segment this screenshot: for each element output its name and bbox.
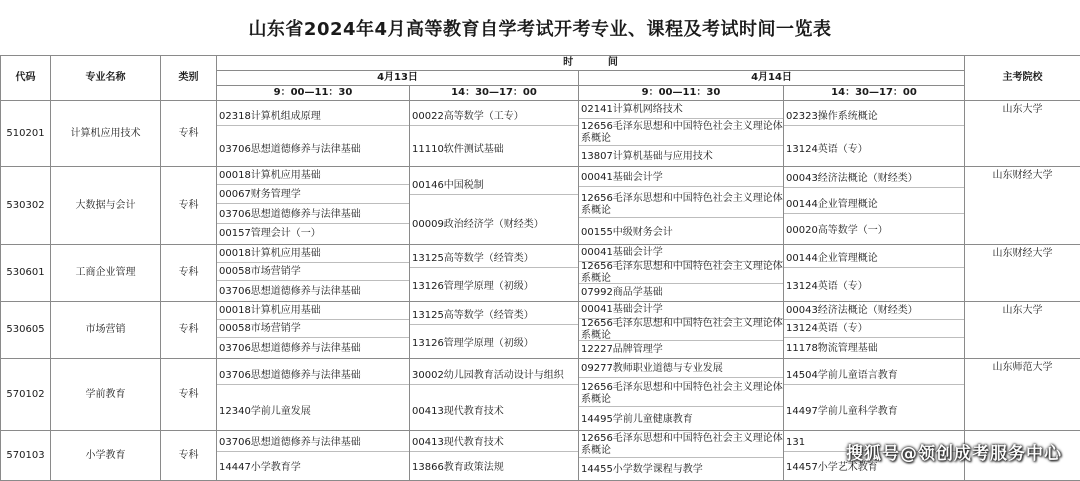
course-entry: 02318计算机组成原理 — [217, 109, 409, 126]
course-entry: 12656毛泽东思想和中国特色社会主义理论体系概论 — [579, 262, 783, 284]
major-category: 专科 — [161, 302, 217, 359]
course-entry: 13807计算机基础与应用技术 — [579, 148, 783, 165]
major-category: 专科 — [161, 101, 217, 167]
day2-am-courses — [579, 302, 784, 359]
major-category: 专科 — [161, 359, 217, 431]
day2-am-courses — [579, 245, 784, 302]
day1-pm-courses — [410, 101, 579, 167]
course-entry: 00041基础会计学 — [579, 302, 783, 319]
course-entry: 14455小学数学课程与教学 — [579, 461, 783, 478]
course-entry: 03706思想道德修养与法律基础 — [217, 283, 409, 300]
course-entry: 131 — [784, 435, 964, 452]
day2-am-courses — [579, 101, 784, 167]
day1-pm-courses — [410, 431, 579, 481]
course-entry: 14497学前儿童科学教育 — [784, 404, 964, 421]
page-title: 山东省2024年4月高等教育自学考试开考专业、课程及考试时间一览表 — [0, 0, 1080, 56]
main-school: 山东财经大学 — [965, 167, 1080, 245]
course-entry: 09277教师职业道德与专业发展 — [579, 361, 783, 378]
table-row — [1, 101, 1080, 167]
course-entry: 30002幼儿园教育活动设计与组织 — [410, 368, 578, 385]
day1-am-courses — [217, 359, 410, 431]
course-entry: 12656毛泽东思想和中国特色社会主义理论体系概论 — [579, 433, 783, 458]
day2-am-courses — [579, 167, 784, 245]
day1-am-courses — [217, 302, 410, 359]
course-entry: 00413现代教育技术 — [410, 404, 578, 421]
main-school: 山东财经大学 — [965, 245, 1080, 302]
day1-am-courses — [217, 245, 410, 302]
day2-pm-courses — [784, 302, 965, 359]
course-entry: 00413现代教育技术 — [410, 435, 578, 452]
major-code: 510201 — [1, 101, 51, 167]
course-entry: 12340学前儿童发展 — [217, 404, 409, 421]
course-entry: 00018计算机应用基础 — [217, 168, 409, 185]
course-entry: 13126管理学原理（初级） — [410, 279, 578, 296]
major-category: 专科 — [161, 167, 217, 245]
day2-am-courses — [579, 431, 784, 481]
header-day1: 4月13日 — [217, 71, 579, 86]
course-entry: 14447小学教育学 — [217, 459, 409, 476]
course-entry: 12656毛泽东思想和中国特色社会主义理论体系概论 — [579, 193, 783, 218]
course-entry: 13124英语（专） — [784, 321, 964, 338]
major-name: 学前教育 — [51, 359, 161, 431]
course-entry: 00067财务管理学 — [217, 187, 409, 204]
header-category: 类别 — [161, 56, 217, 101]
major-code: 530605 — [1, 302, 51, 359]
day1-am-courses — [217, 431, 410, 481]
header-major: 专业名称 — [51, 56, 161, 101]
header-school: 主考院校 — [965, 56, 1080, 101]
course-entry: 14504学前儿童语言教育 — [784, 368, 964, 385]
watermark: 搜狐号@领创成考服务中心 — [846, 439, 1062, 464]
course-entry: 00022高等数学（工专） — [410, 109, 578, 126]
major-category: 专科 — [161, 245, 217, 302]
day1-pm-courses — [410, 245, 579, 302]
day1-pm-courses — [410, 302, 579, 359]
major-name: 计算机应用技术 — [51, 101, 161, 167]
course-entry: 00018计算机应用基础 — [217, 303, 409, 320]
course-entry: 14495学前儿童健康教育 — [579, 411, 783, 428]
table-row — [1, 245, 1080, 302]
major-name: 小学教育 — [51, 431, 161, 481]
course-entry: 00155中级财务会计 — [579, 224, 783, 241]
course-entry: 00058市场营销学 — [217, 321, 409, 338]
course-entry: 03706思想道德修养与法律基础 — [217, 435, 409, 452]
day1-am-courses — [217, 101, 410, 167]
course-entry: 00020高等数学（一） — [784, 223, 964, 240]
course-entry: 13125高等数学（经管类） — [410, 251, 578, 268]
course-entry: 07992商品学基础 — [579, 284, 783, 301]
main-school: 山东师范大学 — [965, 359, 1080, 431]
major-name: 工商企业管理 — [51, 245, 161, 302]
course-entry: 00009政治经济学（财经类） — [410, 216, 578, 233]
day2-pm-courses — [784, 101, 965, 167]
major-category: 专科 — [161, 431, 217, 481]
course-entry: 00043经济法概论（财经类） — [784, 171, 964, 188]
table-row — [1, 302, 1080, 359]
day1-pm-courses — [410, 359, 579, 431]
course-entry: 00041基础会计学 — [579, 170, 783, 187]
main-school: 山东大学 — [965, 302, 1080, 359]
major-code: 570103 — [1, 431, 51, 481]
course-entry: 03706思想道德修养与法律基础 — [217, 207, 409, 224]
course-entry: 00144企业管理概论 — [784, 251, 964, 268]
course-entry: 00058市场营销学 — [217, 264, 409, 281]
course-entry: 02323操作系统概论 — [784, 109, 964, 126]
header-day2-am: 9：00—11：30 — [579, 86, 784, 101]
major-name: 市场营销 — [51, 302, 161, 359]
course-entry: 12656毛泽东思想和中国特色社会主义理论体系概论 — [579, 382, 783, 407]
course-entry: 03706思想道德修养与法律基础 — [217, 368, 409, 385]
course-entry: 12656毛泽东思想和中国特色社会主义理论体系概论 — [579, 319, 783, 341]
course-entry: 02141计算机网络技术 — [579, 102, 783, 119]
table-row — [1, 167, 1080, 245]
course-entry: 00144企业管理概论 — [784, 197, 964, 214]
course-entry: 12227品牌管理学 — [579, 341, 783, 358]
header-time: 时 间 — [217, 56, 965, 71]
main-school: 山东大学 — [965, 101, 1080, 167]
course-entry: 11110软件测试基础 — [410, 141, 578, 158]
day2-am-courses — [579, 359, 784, 431]
day2-pm-courses — [784, 359, 965, 431]
day2-pm-courses — [784, 245, 965, 302]
course-entry: 00157管理会计（一） — [217, 226, 409, 243]
major-code: 530601 — [1, 245, 51, 302]
day2-pm-courses — [784, 167, 965, 245]
course-entry: 11178物流管理基础 — [784, 340, 964, 357]
course-entry: 00043经济法概论（财经类） — [784, 303, 964, 320]
course-entry: 14457小学艺术教育 — [784, 459, 964, 476]
header-day2-pm: 14：30—17：00 — [784, 86, 965, 101]
course-entry: 13866教育政策法规 — [410, 459, 578, 476]
major-name: 大数据与会计 — [51, 167, 161, 245]
course-entry: 13125高等数学（经管类） — [410, 308, 578, 325]
major-code: 570102 — [1, 359, 51, 431]
day1-pm-courses — [410, 167, 579, 245]
header-day1-am: 9：00—11：30 — [217, 86, 410, 101]
course-entry: 13124英语（专） — [784, 279, 964, 296]
table-row — [1, 359, 1080, 431]
day1-am-courses — [217, 167, 410, 245]
course-entry: 13124英语（专） — [784, 141, 964, 158]
course-entry: 00146中国税制 — [410, 178, 578, 195]
exam-schedule-table — [0, 55, 1080, 481]
header-day1-pm: 14：30—17：00 — [410, 86, 579, 101]
course-entry: 03706思想道德修养与法律基础 — [217, 141, 409, 158]
header-code: 代码 — [1, 56, 51, 101]
header-day2: 4月14日 — [579, 71, 965, 86]
course-entry: 00018计算机应用基础 — [217, 246, 409, 263]
course-entry: 00041基础会计学 — [579, 245, 783, 262]
course-entry: 03706思想道德修养与法律基础 — [217, 340, 409, 357]
course-entry: 13126管理学原理（初级） — [410, 336, 578, 353]
major-code: 530302 — [1, 167, 51, 245]
course-entry: 12656毛泽东思想和中国特色社会主义理论体系概论 — [579, 121, 783, 146]
